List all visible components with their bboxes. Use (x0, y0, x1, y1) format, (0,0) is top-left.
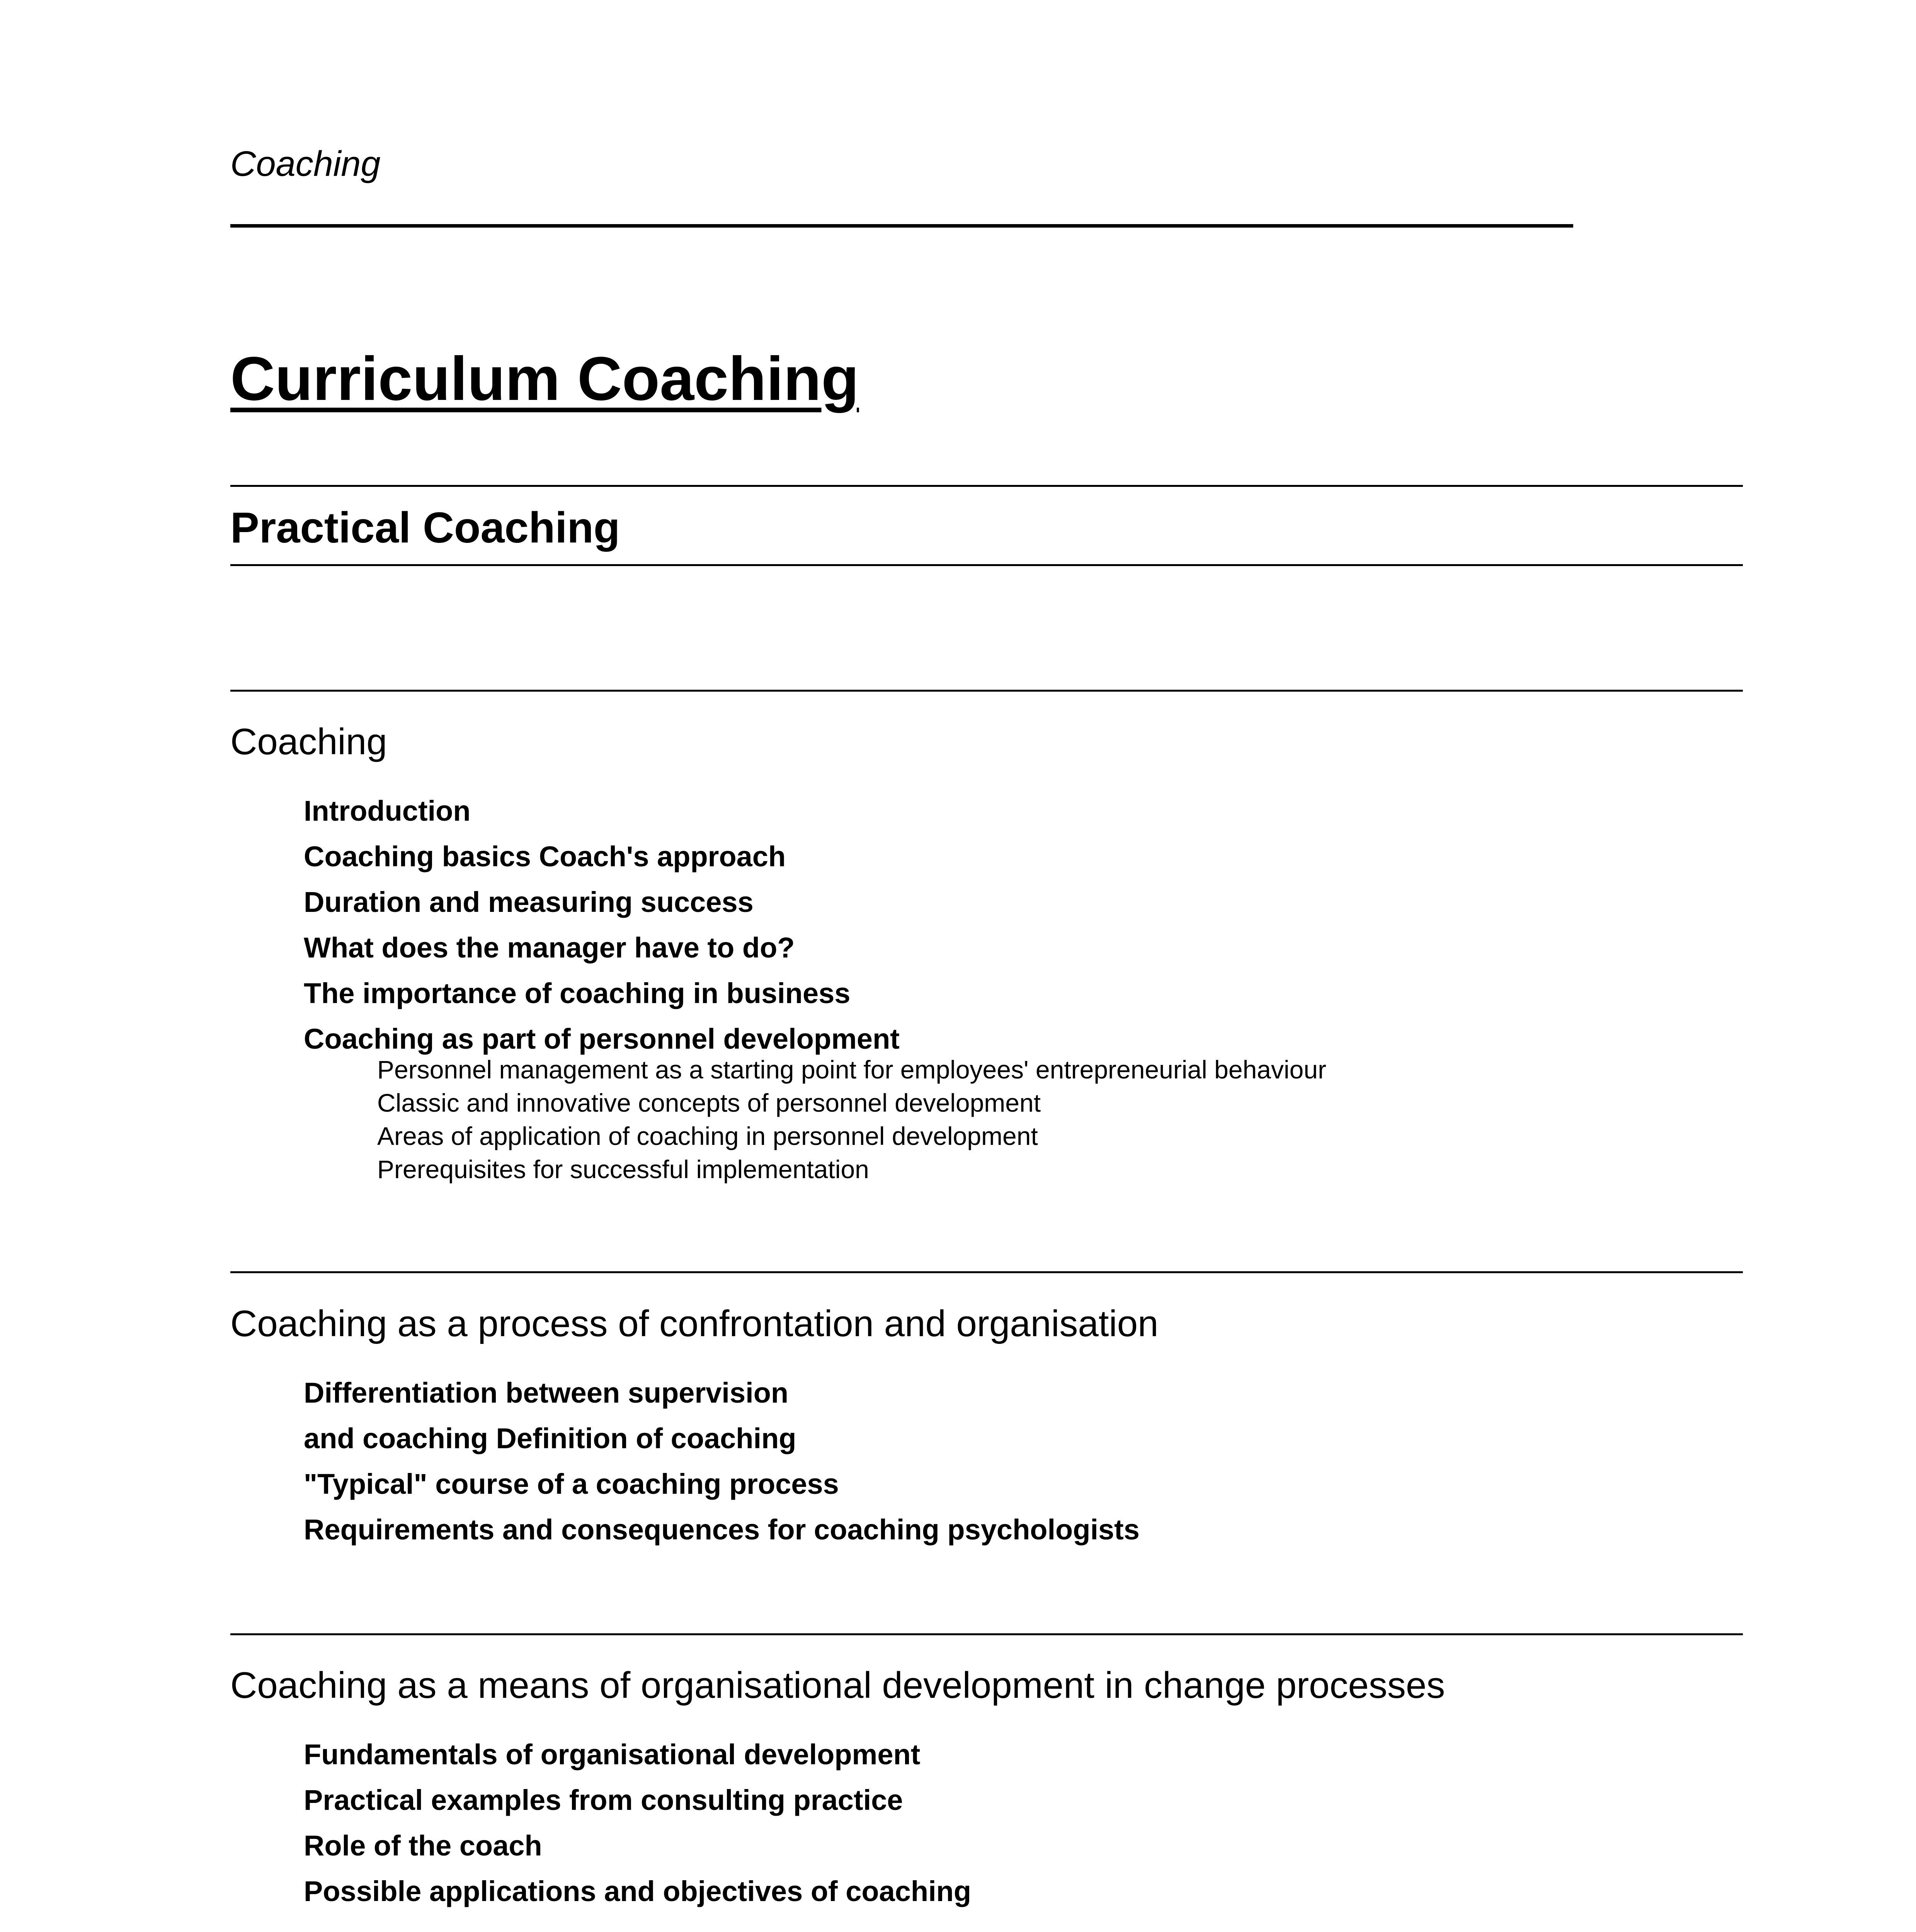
list-item: Introduction (304, 795, 471, 827)
sub-list-item: Classic and innovative concepts of personnel development (377, 1088, 1041, 1117)
list-item: Coaching as part of personnel development (304, 1023, 900, 1055)
document-title: Curriculum Coaching (230, 344, 859, 413)
running-header: Coaching (230, 144, 381, 184)
list-item: Practical examples from consulting practice (304, 1784, 903, 1816)
divider (230, 690, 1743, 692)
list-item: Possible applications and objectives of coaching (304, 1875, 972, 1907)
sub-list-item: Prerequisites for successful implementation (377, 1155, 869, 1184)
list-item: Role of the coach (304, 1830, 542, 1862)
list-item: Fundamentals of organisational development (304, 1738, 921, 1770)
document-subtitle: Practical Coaching (230, 503, 620, 552)
list-item: Duration and measuring success (304, 886, 754, 918)
list-item: Differentiation between supervision (304, 1377, 789, 1409)
section-item-list (304, 797, 900, 1070)
divider (230, 1271, 1743, 1273)
section-item-list (304, 1379, 1140, 1561)
section-title: Coaching (230, 721, 387, 762)
list-item: The importance of coaching in business (304, 977, 851, 1009)
section-subitem-list (377, 1057, 1326, 1190)
section-item-list (304, 1740, 971, 1923)
list-item: and coaching Definition of coaching (304, 1422, 796, 1454)
header-rule (230, 224, 1573, 228)
section-title: Coaching as a means of organisational development in change processes (230, 1665, 1445, 1706)
list-item: "Typical" course of a coaching process (304, 1468, 839, 1500)
sub-list-item: Personnel management as a starting point for employees' entrepreneurial behaviour (377, 1055, 1327, 1084)
list-item: Coaching basics Coach's approach (304, 840, 786, 872)
divider (230, 564, 1743, 566)
section-title: Coaching as a process of confrontation and organisation (230, 1303, 1159, 1344)
list-item: What does the manager have to do? (304, 932, 795, 964)
divider (230, 485, 1743, 487)
list-item: Requirements and consequences for coaching psychologists (304, 1514, 1140, 1546)
divider (230, 1633, 1743, 1635)
sub-list-item: Areas of application of coaching in personnel development (377, 1122, 1038, 1150)
